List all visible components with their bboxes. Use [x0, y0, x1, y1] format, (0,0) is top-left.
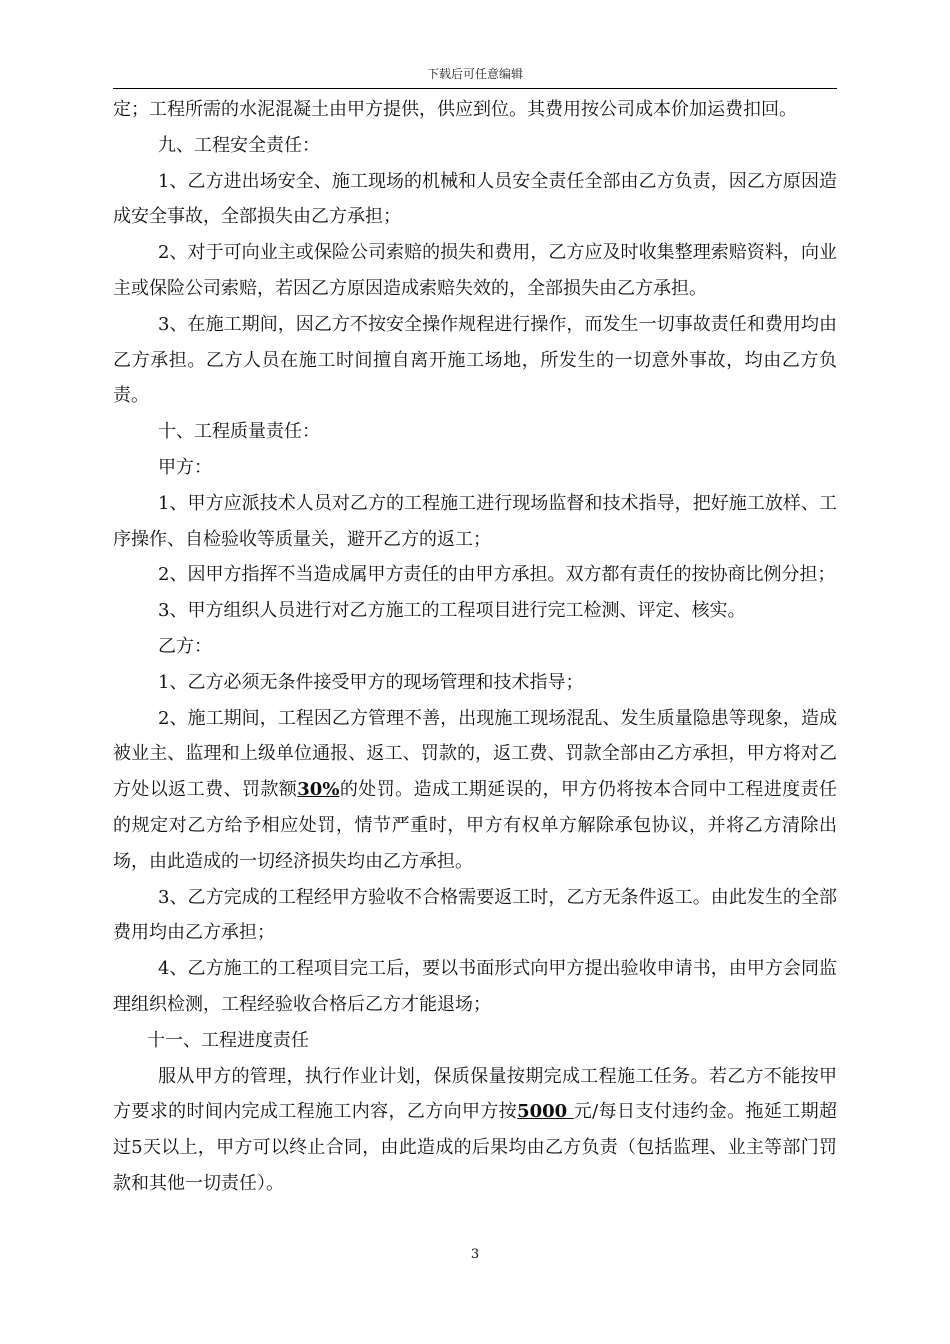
- penalty-percentage: 30%: [297, 779, 340, 801]
- page-number: 3: [470, 1247, 480, 1262]
- subheading-party-b: 乙方：: [158, 635, 212, 657]
- paragraph-safety-1: 1、乙方进出场安全、施工现场的机械和人员安全责任全部由乙方负责，因乙方原因造成安全事故，全部损失由乙方承担；: [113, 170, 837, 228]
- header-divider: [113, 88, 837, 89]
- paragraph-party-a-1: 1、甲方应派技术人员对乙方的工程施工进行现场监督和技术指导，把好施工放样、工序操作、自检验收等质量关，避开乙方的返工；: [113, 492, 837, 550]
- paragraph-party-a-2: 2、因甲方指挥不当造成属甲方责任的由甲方承担。双方都有责任的按协商比例分担；: [158, 564, 836, 586]
- subheading-party-a: 甲方：: [158, 456, 212, 478]
- section-heading-10: 十、工程质量责任：: [158, 421, 320, 443]
- section-heading-11: 十一、工程进度责任: [147, 1029, 309, 1051]
- paragraph-party-b-2: [113, 701, 837, 880]
- page-header: 下载后可任意编辑: [426, 67, 523, 81]
- text-segment: 服从甲方的管理，执行作业计划，保质保量按期完成工程施工任务。若乙方不能按甲方要求的时间内完成工程施工内容，乙方向甲方按: [113, 1065, 837, 1123]
- paragraph-party-b-1: 1、乙方必须无条件接受甲方的现场管理和技术指导；: [158, 671, 584, 693]
- section-heading-9: 九、工程安全责任：: [158, 134, 320, 156]
- paragraph-1: 定；工程所需的水泥混凝土由甲方提供，供应到位。其费用按公司成本价加运费扣回。: [113, 99, 797, 120]
- paragraph-party-b-3: 3、乙方完成的工程经甲方验收不合格需要返工时，乙方无条件返工。由此发生的全部费用均由乙方承担；: [113, 886, 837, 944]
- text-segment: 的处罚。造成工期延误的，甲方仍将按本合同中工程进度责任的规定对乙方给予相应处罚，情节严重时，甲方有权单方解除承包协议，并将乙方清除出场，由此造成的一切经济损失均由乙方承担。: [113, 779, 837, 872]
- text-segment: 元/每日支付违约金。拖延工期超过5天以上，甲方可以终止合同，由此造成的后果均由乙方负责（包括监理、业主等部门罚款和其他一切责任）。: [113, 1101, 837, 1194]
- daily-penalty-amount: 5000: [517, 1101, 574, 1123]
- paragraph-schedule: [113, 1059, 837, 1202]
- document-body: [113, 92, 837, 1202]
- paragraph-safety-3: 3、在施工期间，因乙方不按安全操作规程进行操作，而发生一切事故责任和费用均由乙方承担。乙方人员在施工时间擅自离开施工场地，所发生的一切意外事故，均由乙方负责。: [113, 313, 837, 407]
- paragraph-party-b-4: 4、乙方施工的工程项目完工后，要以书面形式向甲方提出验收申请书，由甲方会同监理组织检测，工程经验收合格后乙方才能退场；: [113, 958, 837, 1015]
- text-segment: 2、施工期间，工程因乙方管理不善，出现施工现场混乱、发生质量隐患等现象，造成被业主、监理和上级单位通报、返工、罚款的，返工费、罚款全部由乙方承担，甲方将对乙方处以返工费、罚款额: [113, 707, 837, 801]
- paragraph-safety-2: 2、对于可向业主或保险公司索赔的损失和费用，乙方应及时收集整理索赔资料，向业主或保险公司索赔，若因乙方原因造成索赔失效的，全部损失由乙方承担。: [113, 242, 837, 299]
- paragraph-party-a-3: 3、甲方组织人员进行对乙方施工的工程项目进行完工检测、评定、核实。: [158, 600, 746, 622]
